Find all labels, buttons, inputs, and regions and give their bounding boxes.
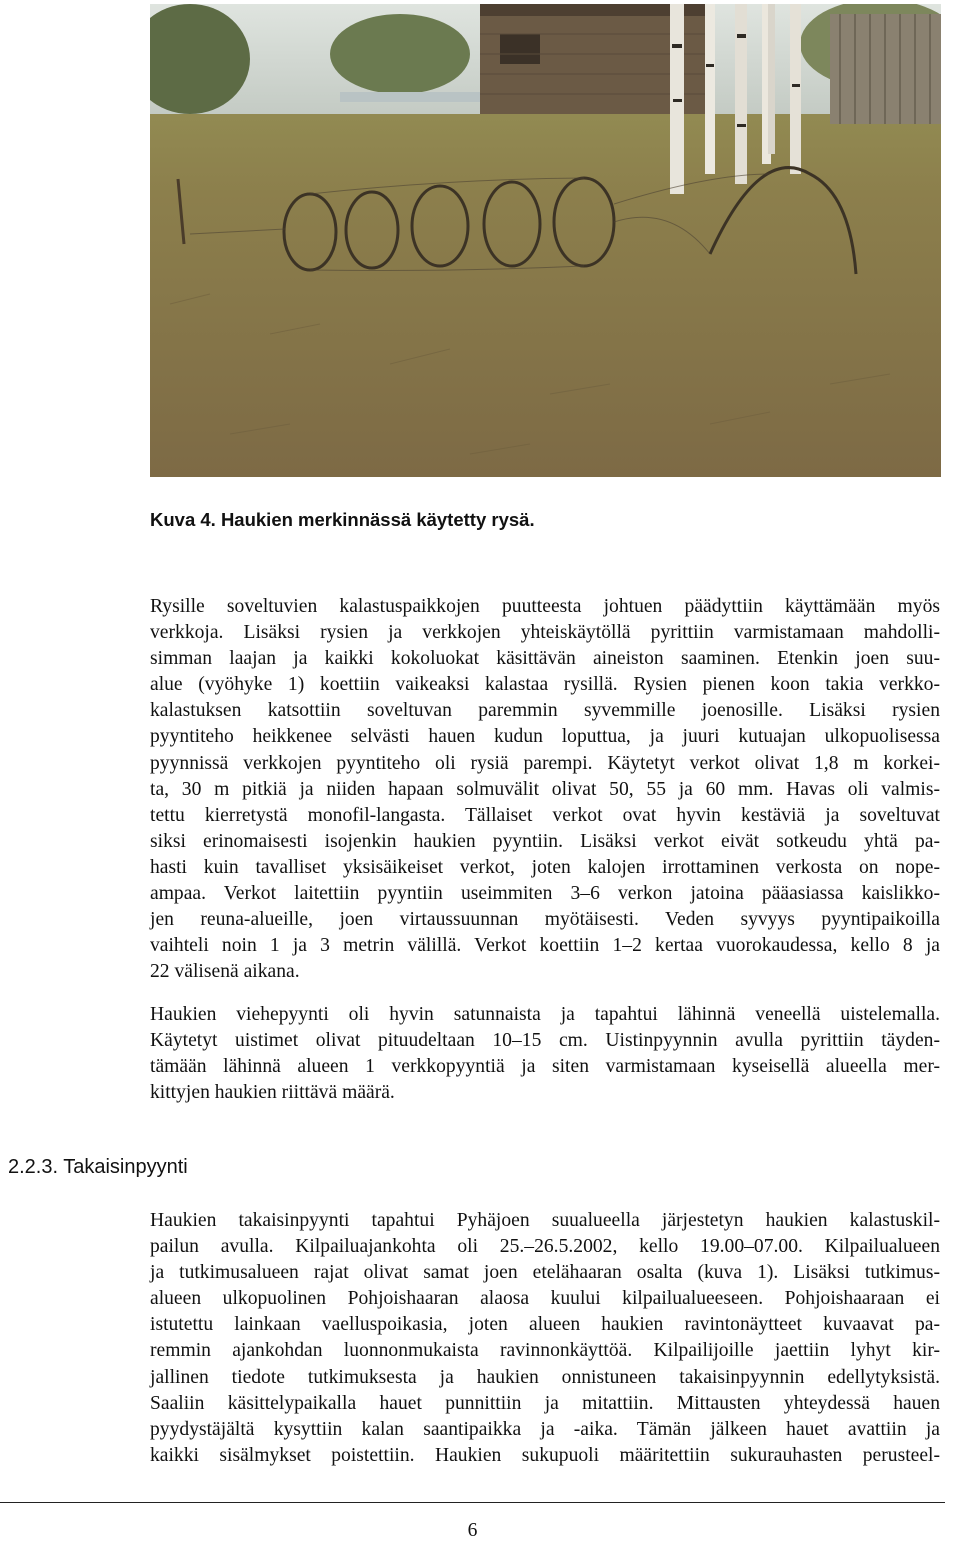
paragraph-nets xyxy=(150,594,940,985)
text-line: pyyntiteho heikkenee selvästi hauen kudun loputtua, ja juuri kutuajan ulkopuolisessa xyxy=(150,726,940,748)
fyke-net-photo xyxy=(150,4,941,477)
paragraph-lure-fishing xyxy=(150,1002,940,1106)
text-line: Saaliin käsittelypaikalla hauet punnittiin ja mitattiin. Mittausten yhteydessä hauen xyxy=(150,1392,940,1414)
text-line: simman laajan ja kaikki kokoluokat käsittävän aineiston saaminen. Etenkin joen suu- xyxy=(150,648,940,670)
text-line: 22 välisenä aikana. xyxy=(150,961,300,983)
text-line: kaikki sisälmykset poistettiin. Haukien sukupuoli määritettiin sukurauhasten perusteel- xyxy=(150,1444,940,1466)
section-heading: 2.2.3. Takaisinpyynti xyxy=(8,1156,188,1178)
text-line: tämään lähinnä alueen 1 verkkopyyntiä ja siten varmistamaan kyseisellä alueella mer- xyxy=(150,1056,940,1078)
paragraph-recapture xyxy=(150,1208,940,1469)
text-line: pailun avulla. Kilpailuajankohta oli 25.–26.5.2002, kello 19.00–07.00. Kilpailualueen xyxy=(150,1236,940,1258)
text-line: kalastuksen katsottiin soveltuvan paremmin syvemmille joenosille. Lisäksi rysien xyxy=(150,700,940,722)
text-line: verkkoja. Lisäksi rysien ja verkkojen yhteiskäytöllä pyrittiin varmistamaan mahdolli- xyxy=(150,622,940,644)
text-line: Haukien viehepyynti oli hyvin satunnaista ja tapahtui lähinnä veneellä uistelemalla. xyxy=(150,1004,940,1025)
text-line: Käytetyt uistimet olivat pituudeltaan 10–15 cm. Uistinpyynnin avulla pyrittiin täyden- xyxy=(150,1030,940,1052)
footer-divider xyxy=(0,1502,945,1503)
text-line: pyynnissä verkkojen pyyntiteho oli rysiä parempi. Käytetyt verkot olivat 1,8 m korkei- xyxy=(150,752,940,774)
text-line: ampaa. Verkot laitettiin pyyntiin useimmiten 3–6 verkon jatoina pääasiassa kaislikko- xyxy=(150,883,940,905)
figure-caption: Kuva 4. Haukien merkinnässä käytetty rysä. xyxy=(150,509,535,530)
text-line: Rysille soveltuvien kalastuspaikkojen puutteesta johtuen päädyttiin käyttämään myös xyxy=(150,596,940,617)
text-line: kittyjen haukien riittävä määrä. xyxy=(150,1082,395,1104)
text-line: jen reuna-alueille, joen virtaussuunnan myötäisesti. Veden syvyys pyyntipaikoilla xyxy=(150,909,940,931)
text-line: siksi erinomaisesti isojenkin haukien pyyntiin. Lisäksi verkot eivät sotkeudu yhtä pa- xyxy=(150,830,940,852)
text-line: tettu kierretystä monofil-langasta. Tällaiset verkot ovat hyvin kestäviä ja soveltuvat xyxy=(150,804,940,826)
text-line: alue (vyöhyke 1) koettiin vaikeaksi kalastaa rysillä. Rysien pienen koon takia verkko- xyxy=(150,674,940,696)
text-line: remmin ajankohdan luonnonmukaista ravinnonkäyttöä. Kilpailijoille jaettiin lyhyt kir- xyxy=(150,1340,940,1362)
text-line: Haukien takaisinpyynti tapahtui Pyhäjoen suualueella järjestetyn haukien kalastuskil- xyxy=(150,1210,940,1231)
page-number: 6 xyxy=(467,1520,478,1541)
text-line: ja tutkimusalueen rajat olivat samat joen etelähaaran osalta (kuva 1). Lisäksi tutkimus- xyxy=(150,1262,940,1284)
photo-illustration xyxy=(150,4,941,477)
text-line: pyydystäjältä kysyttiin kalan saantipaikka ja -aika. Tämän jälkeen hauet avattiin ja xyxy=(150,1418,940,1440)
text-line: ta, 30 m pitkiä ja niiden hapaan solmuvälit olivat 50, 55 ja 60 mm. Havas oli valmis- xyxy=(150,778,940,800)
text-line: hasti kuin tavalliset yksisäikeiset verkot, joten kalojen irrottaminen verkosta on nope- xyxy=(150,856,940,878)
text-line: jallinen tiedote tutkimuksesta ja haukien onnistuneen takaisinpyynnin edellytyksistä. xyxy=(150,1366,940,1388)
text-line: alueen ulkopuolinen Pohjoishaaran alaosa kuului kilpailualueeseen. Pohjoishaaraan ei xyxy=(150,1288,940,1310)
text-line: istutettu lainkaan vaelluspoikasia, joten alueen haukien ravintonäytteet kuvaavat pa- xyxy=(150,1314,940,1336)
text-line: vaihteli noin 1 ja 3 metrin välillä. Verkot koettiin 1–2 kertaa vuorokaudessa, kello 8 ja xyxy=(150,935,940,957)
